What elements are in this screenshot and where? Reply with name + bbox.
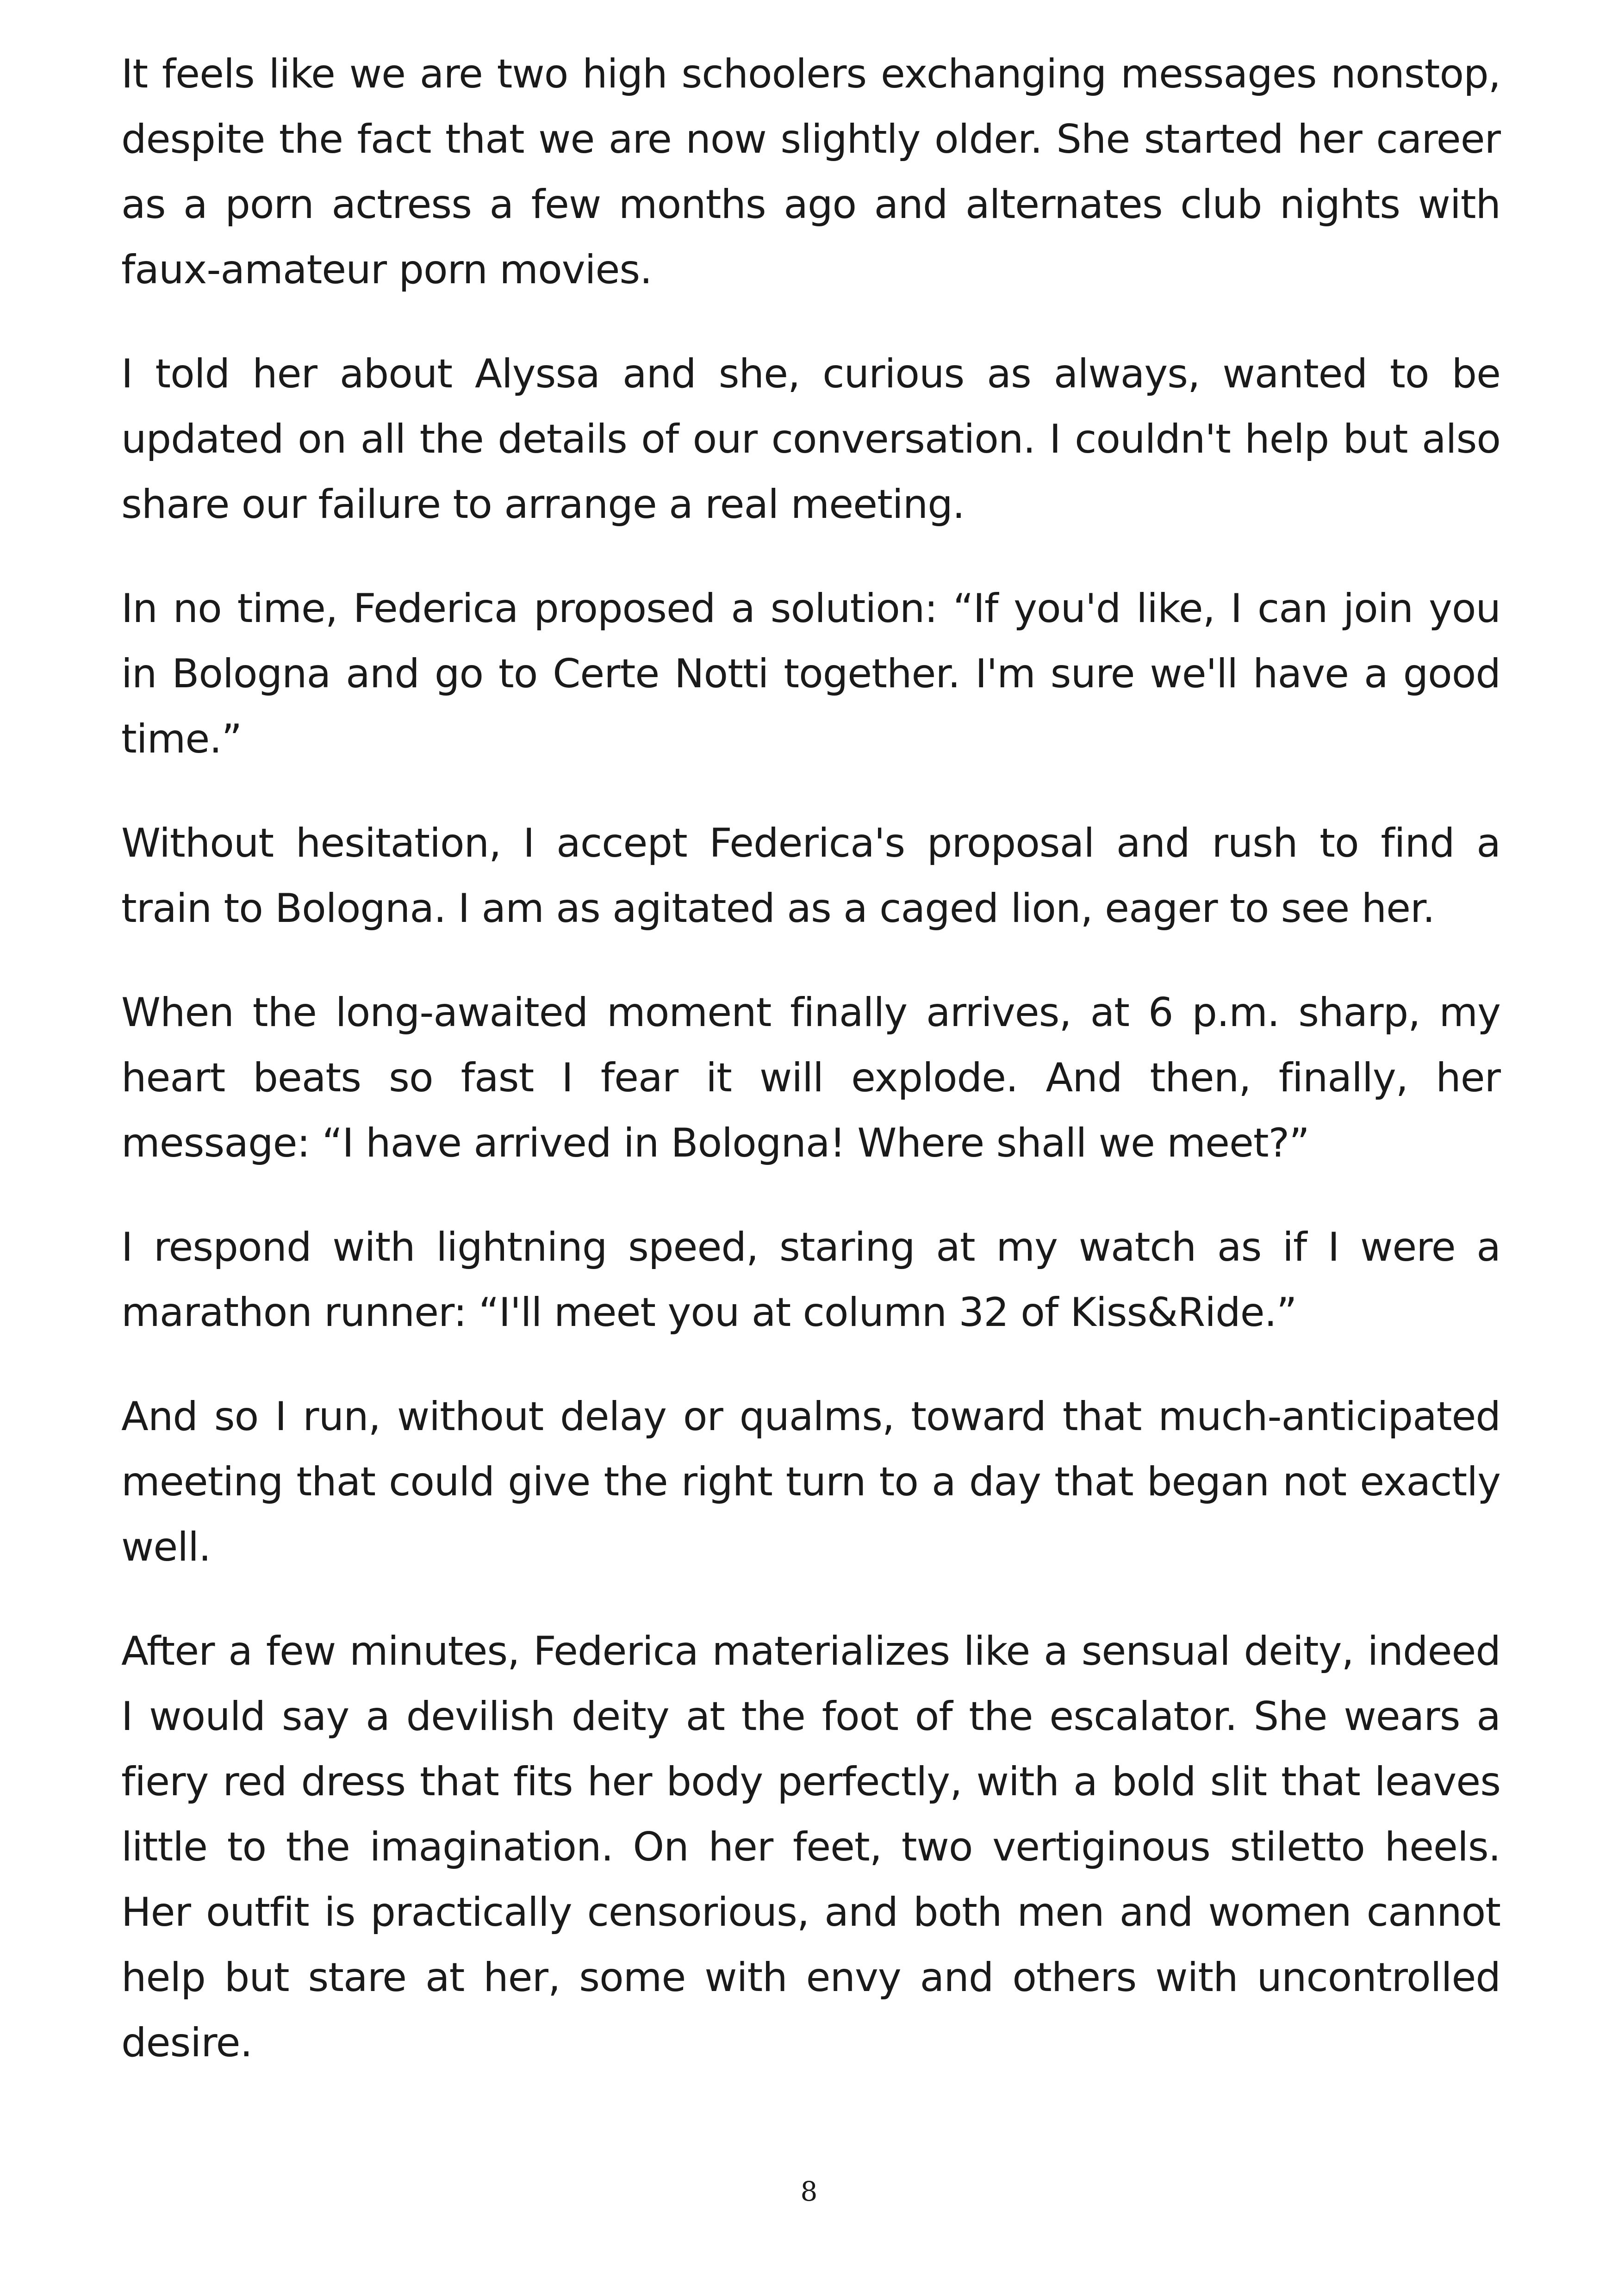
paragraph-2: I told her about Alyssa and she, curious as always, wanted to be updated on all the details of our conversation. I couldn't help but also share our failure to arrange a real meeting. [121, 351, 1500, 528]
paragraph-6: I respond with lightning speed, staring at my watch as if I were a marathon runner: “I'll meet you at column 32 of Kiss&Ride.” [121, 1224, 1500, 1336]
body-text [121, 42, 1500, 2115]
paragraph-3: In no time, Federica proposed a solution: “If you'd like, I can join you in Bologna and go to Certe Notti together. I'm sure we'll have a good time.” [121, 585, 1500, 762]
paragraph-7: And so I run, without delay or qualms, toward that much-anticipated meeting that could give the right turn to a day that began not exactly well. [121, 1394, 1500, 1570]
paragraph-4: Without hesitation, I accept Federica's proposal and rush to find a train to Bologna. I am as agitated as a caged lion, eager to see her. [121, 820, 1500, 932]
paragraph-1: It feels like we are two high schoolers exchanging messages nonstop, despite the fact that we are now slightly older. She started her career as a porn actress a few months ago and alternates club nights with faux-amateur porn movies. [121, 51, 1500, 293]
paragraph-5: When the long-awaited moment finally arrives, at 6 p.m. sharp, my heart beats so fast I fear it will explode. And then, finally, her message: “I have arrived in Bologna! Where shall we meet?” [121, 989, 1500, 1166]
paragraph-8: After a few minutes, Federica materializes like a sensual deity, indeed I would say a devilish deity at the foot of the escalator. She wears a fiery red dress that fits her body perfectly, with a bold slit that leaves little to the imagination. On her feet, two vertiginous stiletto heels. Her outfit is practically censorious, and both men and women cannot help but stare at her, some with envy and others with uncontrolled desire. [121, 1628, 1500, 2066]
page-number: 8 [800, 2176, 818, 2207]
